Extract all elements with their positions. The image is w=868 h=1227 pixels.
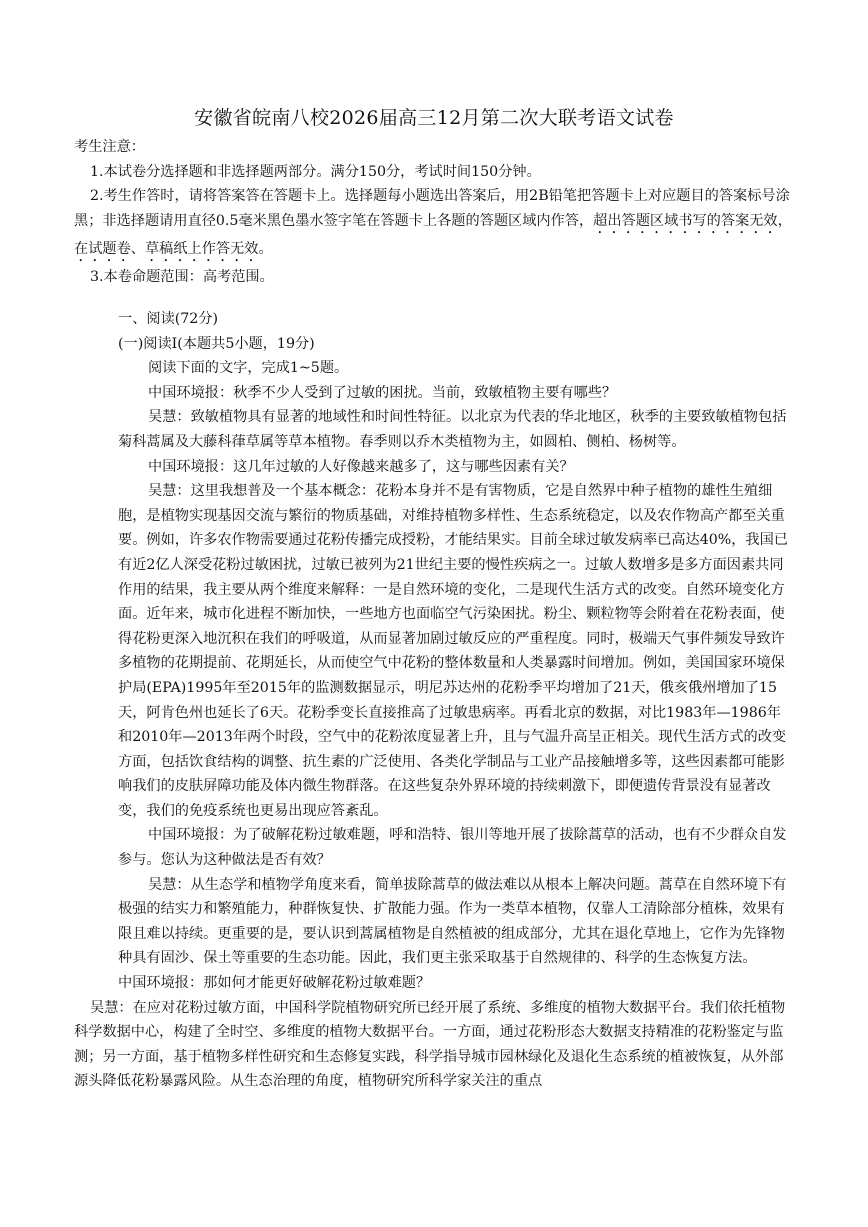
- notice-item-2-text: 2.考生作答时，请将答案答在答题卡上。选择题每小题选出答案后，用2B铅笔把答题卡上对应题目的答案标号涂黑；非选择题请用直径0.5毫米黑色墨水签字笔在答题卡上各题的答题区域内作答，: [74, 188, 790, 229]
- interview-answer-1: 吴慧：致敏植物具有显著的地域性和时间性特征。以北京为代表的华北地区，秋季的主要致敏植物包括菊科蒿属及大藤科葎草属等草本植物。春季则以乔木类植物为主，如圆柏、侧柏、杨树等。: [118, 409, 787, 450]
- page-title: 安徽省皖南八校2026届高三12月第二次大联考语文试卷: [194, 107, 674, 129]
- interview-question-1: 中国环境报：秋季不少人受到了过敏的困扰。当前，致敏植物主要有哪些？: [148, 384, 617, 401]
- reading-section: [74, 307, 794, 1094]
- interview-question-4: 中国环境报：那如何才能更好破解花粉过敏难题？: [118, 975, 431, 992]
- sub-section-heading: (一)阅读Ⅰ(本题共5小题，19分): [118, 335, 315, 352]
- notice-item-3: 3.本卷命题范围：高考范围。: [90, 268, 274, 285]
- notice-item-2-emphasis: 超出答题区域书写的答案无效，在试题卷、草稿纸上作答无效。: [74, 212, 792, 257]
- notice-item-2: [74, 184, 794, 265]
- notice-item-1: 1.本试卷分选择题和非选择题两部分。满分150分，考试时间150分钟。: [90, 163, 541, 180]
- interview-question-3: 中国环境报：为了破解花粉过敏难题，呼和浩特、银川等地开展了拔除蒿草的活动，也有不少群众自发参与。您认为这种做法是否有效？: [118, 827, 787, 869]
- section-heading: 一、阅读(72分): [118, 311, 219, 327]
- instruction-text: 阅读下面的文字，完成1~5题。: [148, 360, 349, 377]
- interview-answer-2: 吴慧：这里我想普及一个基本概念：花粉本身并不是有害物质，它是自然界中种子植物的雄性生殖细胞，是植物实现基因交流与繁衍的物质基础，对维持植物多样性、生态系统稳定，以及农作物高产都至关重要。例如，许多农作物需要通过花粉传播完成授粉，才能结果实。目前全球过敏发病率已高达40%，我国已有近2亿人深受花粉过敏困扰，过敏已被列为21世纪主要的慢性疾病之一。过敏人数增多是多方面因素共同作用的结果，我主要从两个维度来解释：一是自然环境的变化，二是现代生活方式的改变。自然环境变化方面。近年来，城市化进程不断加快，一些地方也面临空气污染困扰。粉尘、颗粒物等会附着在花粉表面，使得花粉更深入地沉积在我们的呼吸道，从而显著加剧过敏反应的严重程度。同时，极端天气事件频发导致许多植物的花期提前、花期延长，从而使空气中花粉的整体数量和人类暴露时间增加。例如，美国国家环境保护局(EPA)1995年至2015年的监测数据显示，明尼苏达州的花粉季平均增加了21天，俄亥俄州增加了15天，阿肯色州也延长了6天。花粉季变长直接推高了过敏患病率。再看北京的数据，对比1983年—1986年和2010年—2013年两个时段，空气中的花粉浓度显著上升，且与气温升高呈正相关。现代生活方式的改变方面，包括饮食结构的调整、抗生素的广泛使用、各类化学制品与工业产品接触增多等，这些因素都可能影响我们的皮肤屏障功能及体内微生物群落。在这些复杂外界环境的持续刺激下，即便遗传背景没有显著改变，我们的免疫系统也更易出现应答紊乱。: [118, 483, 788, 819]
- interview-answer-4: 吴慧：在应对花粉过敏方面，中国科学院植物研究所已经开展了系统、多维度的植物大数据平台。我们依托植物科学数据中心，构建了全时空、多维度的植物大数据平台。一方面，通过花粉形态大数据支持精准的花粉鉴定与监测；另一方面，基于植物多样性研究和生态修复实践，科学指导城市园林绿化及退化生态系统的植被恢复，从外部源头降低花粉暴露风险。从生态治理的角度，植物研究所科学家关注的重点: [74, 999, 786, 1090]
- notice-heading: 考生注意：: [74, 139, 145, 155]
- interview-question-2: 中国环境报：这几年过敏的人好像越来越多了，这与哪些因素有关？: [148, 458, 574, 475]
- interview-answer-3: 吴慧：从生态学和植物学角度来看，简单拔除蒿草的做法难以从根本上解决问题。蒿草在自然环境下有极强的结实力和繁殖能力，种群恢复快、扩散能力强。作为一类草本植物，仅靠人工清除部分植株，效果有限且难以持续。更重要的是，要认识到蒿属植物是自然植被的组成部分，尤其在退化草地上，它作为先锋物种具有固沙、保土等重要的生态功能。因此，我们更主张采取基于自然规律的、科学的生态恢复方法。: [118, 876, 787, 967]
- exam-notice: [74, 135, 794, 289]
